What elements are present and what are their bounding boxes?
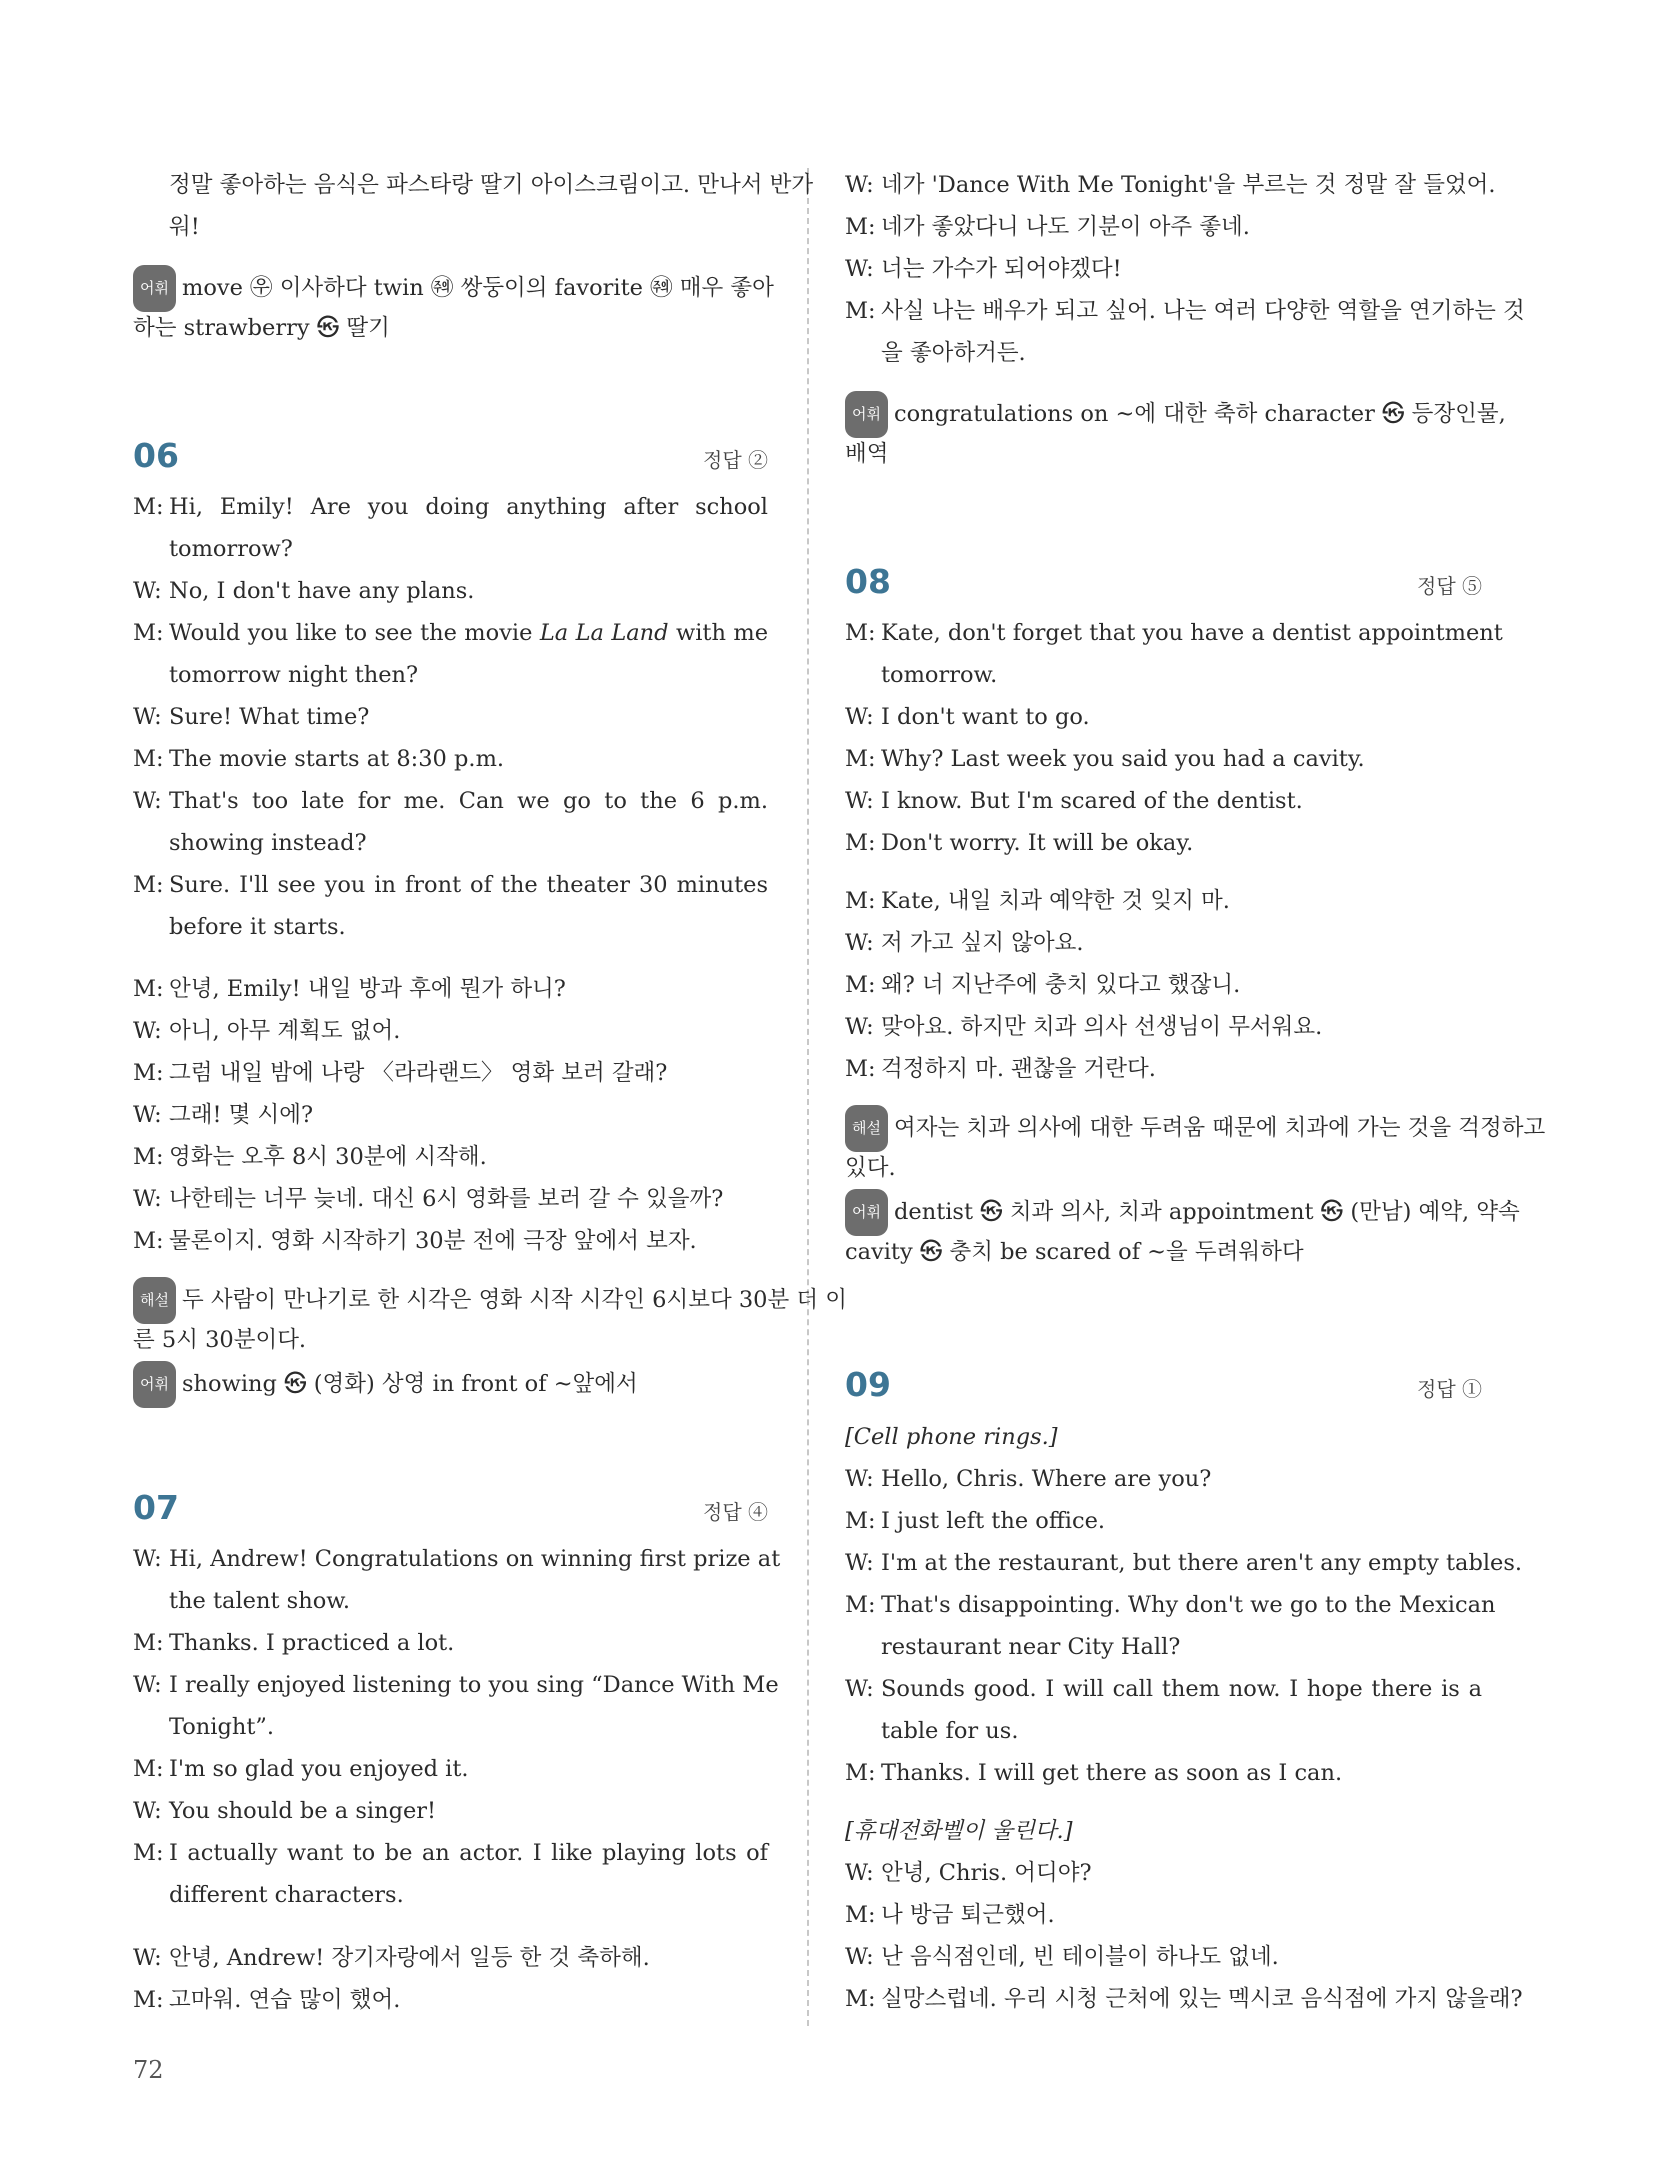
dialogue-line: W: 맞아요. 하지만 치과 의사 선생님이 무서워요.: [845, 1014, 1323, 1040]
dialogue-line: M: 고마워. 연습 많이 했어.: [133, 1987, 401, 2013]
dialogue-line: W: Hi, Andrew! Congratulations on winning first prize at the talent show.: [133, 1546, 781, 1614]
dialogue-line: W: 안녕, Chris. 어디야?: [845, 1860, 1092, 1886]
dialogue-line: W: 그래! 몇 시에?: [133, 1102, 314, 1128]
section-08-explanation: 해설 여자는 치과 의사에 대한 두려움 때문에 치과에 가는 것을 걱정하고 있다.: [845, 1105, 1482, 1189]
explain-badge: 해설: [845, 1105, 888, 1152]
dialogue-line: W: Hello, Chris. Where are you?: [845, 1466, 1212, 1492]
section-08-vocab: 어휘 dentist ㉿ 치과 의사, 치과 appointment ㉿ (만남) 예약, 약속 cavity ㉿ 충치 be scared of ~을 두려워하다: [845, 1189, 1482, 1273]
dialogue-line: M: Kate, don't forget that you have a dentist appointment tomorrow.: [845, 620, 1503, 688]
page-number: 72: [133, 2056, 164, 2084]
section-06-english-dialogue: [133, 486, 768, 948]
section-08-english-dialogue: [845, 612, 1503, 864]
section-number: 09: [845, 1365, 891, 1404]
vocab-text: 하는 strawberry ㉿ 딸기: [133, 315, 390, 341]
vocab-badge: 어휘: [133, 265, 176, 312]
text-line: 정말 좋아하는 음식은 파스타랑 딸기 아이스크림이고. 만나서 반가: [169, 172, 814, 198]
section-08-korean-dialogue: [845, 880, 1482, 1090]
dialogue-line: M: 영화는 오후 8시 30분에 시작해.: [133, 1144, 487, 1170]
section-07-header: [133, 1487, 768, 1533]
dialogue-line: W: I really enjoyed listening to you sing “Dance With Me Tonight”.: [133, 1672, 779, 1740]
answer-label: 정답 ②: [703, 448, 768, 472]
dialogue-line: W: Sounds good. I will call them now. I hope there is a table for us.: [845, 1676, 1482, 1744]
dialogue-line: W: 아니, 아무 계획도 없어.: [133, 1018, 401, 1044]
dialogue-line: W: 너는 가수가 되어야겠다!: [845, 256, 1122, 282]
dialogue-line: M: Would you like to see the movie La La Land with me tomorrow night then?: [133, 612, 768, 696]
vocab-badge: 어휘: [133, 1361, 176, 1408]
dialogue-line: M: The movie starts at 8:30 p.m.: [133, 738, 768, 780]
speaker-label: M:: [133, 620, 164, 646]
section-06-header: [133, 435, 768, 481]
dialogue-line: M: 왜? 너 지난주에 충치 있다고 했잖니.: [845, 972, 1241, 998]
dialogue-line: W: I know. But I'm scared of the dentist.: [845, 788, 1303, 814]
speaker-label: W:: [133, 788, 162, 814]
dialogue-line: M: Don't worry. It will be okay.: [845, 830, 1194, 856]
dialogue-line: M: 걱정하지 마. 괜찮을 거란다.: [845, 1056, 1156, 1082]
section-06-korean-dialogue: [133, 968, 768, 1262]
section-09-header: [845, 1364, 1482, 1410]
section-number: 06: [133, 436, 179, 475]
dialogue-line: M: Thanks. I practiced a lot.: [133, 1630, 455, 1656]
dialogue-line: W: I don't want to go.: [845, 704, 1090, 730]
stage-direction: [휴대전화벨이 울린다.]: [845, 1818, 1073, 1844]
dialogue-line: M: 안녕, Emily! 내일 방과 후에 뭔가 하니?: [133, 976, 566, 1002]
dialogue-line: M: Kate, 내일 치과 예약한 것 잊지 마.: [845, 888, 1230, 914]
text-line: 워!: [169, 214, 200, 240]
dialogue-line: W: Sure! What time?: [133, 696, 768, 738]
speaker-label: M:: [133, 494, 164, 520]
dialogue-line: M: Thanks. I will get there as soon as I can.: [845, 1760, 1343, 1786]
vocab-badge: 어휘: [845, 391, 888, 438]
dialogue-line: M: 실망스럽네. 우리 시청 근처에 있는 멕시코 음식점에 가지 않을래?: [845, 1986, 1523, 2012]
answer-label: 정답 ⑤: [1417, 574, 1482, 598]
section-08-header: [845, 561, 1482, 607]
speaker-label: W:: [133, 578, 162, 604]
dialogue-line: W: 난 음식점인데, 빈 테이블이 하나도 없네.: [845, 1944, 1279, 1970]
dialogue-line: M: That's disappointing. Why don't we go to the Mexican restaurant near City Hall?: [845, 1592, 1496, 1660]
dialogue-line: M: 사실 나는 배우가 되고 싶어. 나는 여러 다양한 역할을 연기하는 것 을 좋아하거든.: [845, 298, 1525, 366]
column-divider: [807, 168, 809, 2026]
vocab-badge: 어휘: [845, 1189, 888, 1236]
dialogue-line: M: I actually want to be an actor. I like playing lots of different characters.: [133, 1840, 768, 1908]
dialogue-line: M: 네가 좋았다니 나도 기분이 아주 좋네.: [845, 214, 1250, 240]
section-06-vocab: 어휘 showing ㉿ (영화) 상영 in front of ~앞에서: [133, 1361, 768, 1403]
section-number: 07: [133, 1488, 179, 1527]
section-09-korean-dialogue: [845, 1810, 1523, 2020]
dialogue-line: M: 나 방금 퇴근했어.: [845, 1902, 1055, 1928]
dialogue-line: W: 안녕, Andrew! 장기자랑에서 일등 한 것 축하해.: [133, 1945, 650, 1971]
explain-badge: 해설: [133, 1277, 176, 1324]
dialogue-line: M: Sure. I'll see you in front of the theater 30 minutes before it starts.: [133, 864, 768, 948]
dialogue-line: W: You should be a singer!: [133, 1798, 437, 1824]
dialogue-line: W: I'm at the restaurant, but there aren't any empty tables.: [845, 1550, 1523, 1576]
dialogue-line: W: 저 가고 싶지 않아요.: [845, 930, 1084, 956]
dialogue-line: W: 네가 'Dance With Me Tonight'을 부르는 것 정말 잘 들었어.: [845, 172, 1496, 198]
dialogue-line: W: That's too late for me. Can we go to the 6 p.m. showing instead?: [133, 780, 768, 864]
section-number: 08: [845, 562, 891, 601]
intro-translation: [133, 164, 814, 248]
intro-vocab: [133, 265, 774, 349]
dialogue-line: W: No, I don't have any plans.: [133, 570, 768, 612]
vocab-text: move ㉾ 이사하다 twin ㉽ 쌍둥이의 favorite ㉽ 매우 좋아: [181, 275, 774, 301]
dialogue-line: M: I just left the office.: [845, 1508, 1106, 1534]
speaker-label: M:: [133, 746, 164, 772]
section-07-korean-dialogue: [133, 1937, 768, 2021]
section-07-korean-continued: [845, 164, 1525, 374]
answer-label: 정답 ④: [703, 1500, 768, 1524]
movie-title: La La Land: [539, 620, 669, 646]
stage-direction: [Cell phone rings.]: [845, 1424, 1058, 1450]
dialogue-line: W: 나한테는 너무 늦네. 대신 6시 영화를 보러 갈 수 있을까?: [133, 1186, 724, 1212]
dialogue-line: M: Why? Last week you said you had a cavity.: [845, 746, 1365, 772]
speaker-label: M:: [133, 872, 164, 898]
dialogue-line: M: 물론이지. 영화 시작하기 30분 전에 극장 앞에서 보자.: [133, 1228, 697, 1254]
speaker-label: W:: [133, 704, 162, 730]
section-06-explanation: 해설 두 사람이 만나기로 한 시각은 영화 시작 시각인 6시보다 30분 더 이 른 5시 30분이다.: [133, 1277, 768, 1361]
dialogue-line: M: 그럼 내일 밤에 나랑 〈라라랜드〉 영화 보러 갈래?: [133, 1060, 668, 1086]
section-07-vocab: 어휘 congratulations on ~에 대한 축하 character ㉿ 등장인물, 배역: [845, 391, 1482, 475]
section-09-english-dialogue: [845, 1416, 1523, 1794]
section-07-english-dialogue: [133, 1538, 781, 1916]
dialogue-line: M: Hi, Emily! Are you doing anything after school tomorrow?: [133, 486, 768, 570]
answer-label: 정답 ①: [1417, 1377, 1482, 1401]
dialogue-line: M: I'm so glad you enjoyed it.: [133, 1756, 469, 1782]
